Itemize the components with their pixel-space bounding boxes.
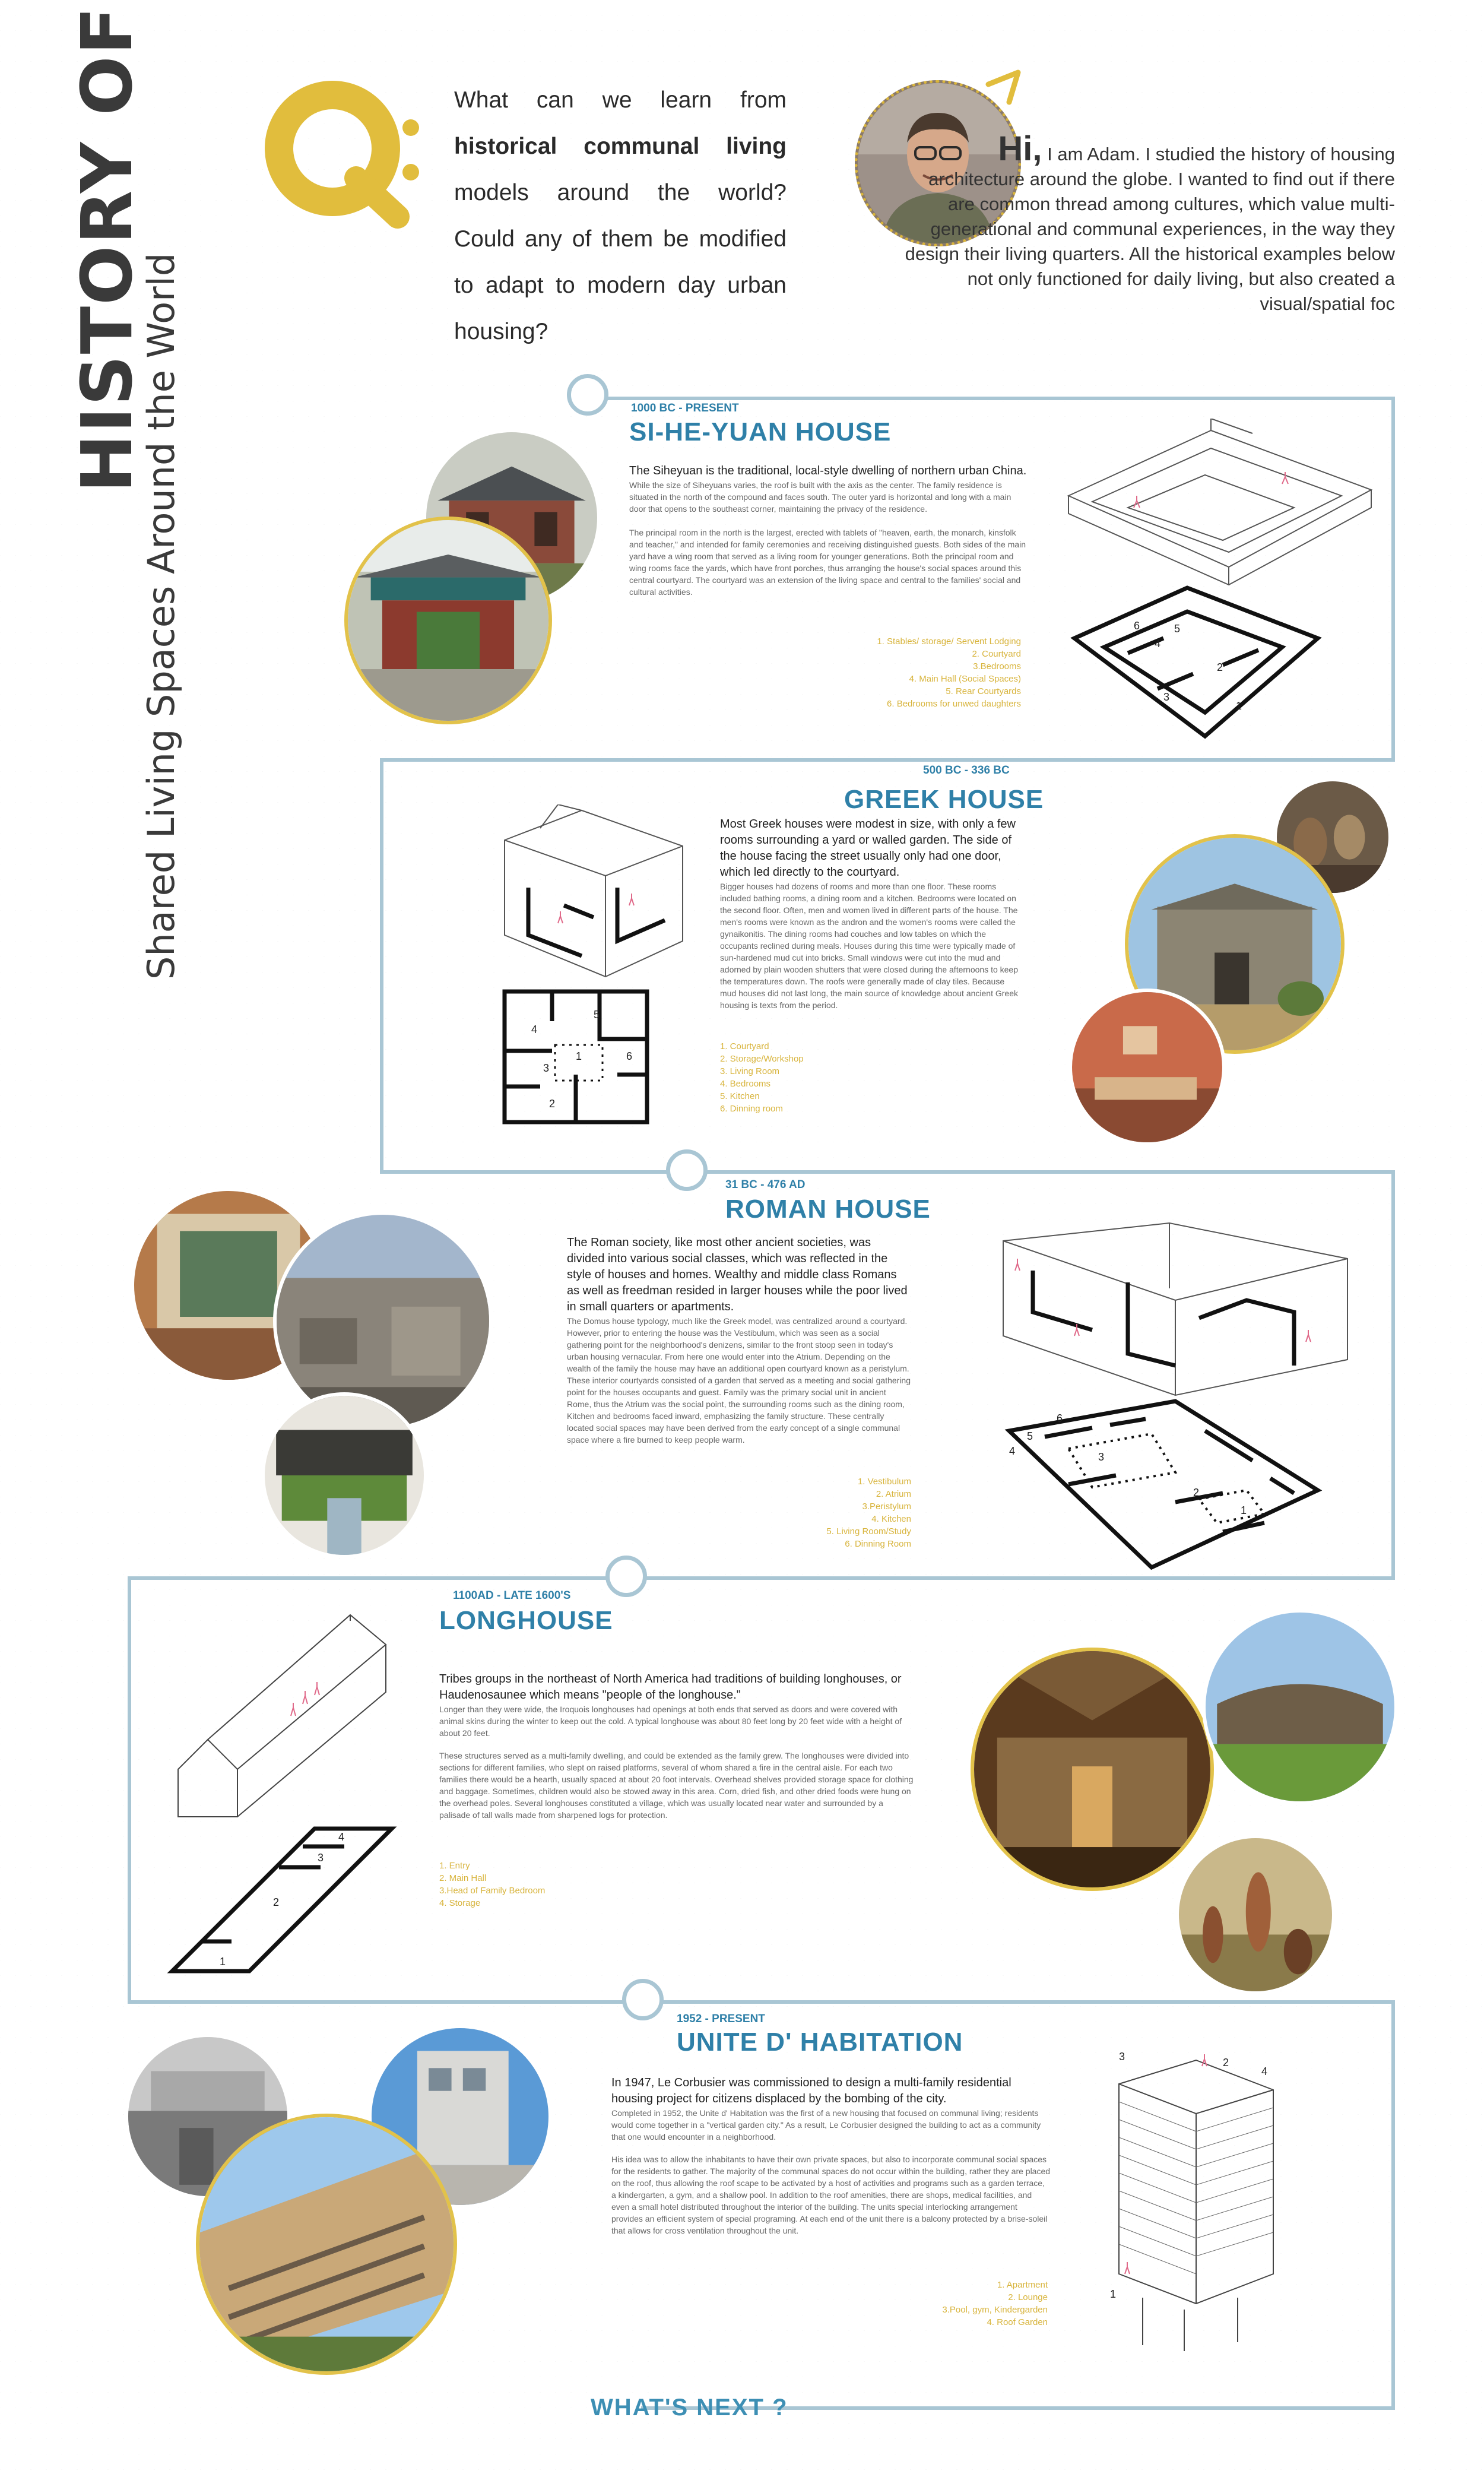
greek-axonometric-drawing (493, 804, 695, 983)
section-body: The Siheyuan is the traditional, local-style dwelling of northern urban China. While the size of Siheyuans varies, the roof is built with the axis as the center. The family residence is situated in the north of the compound and faces south. The outer yard is horizontal and long with a main door that opens to the southeast corner, maintaining the privacy of the residence. The principal room in the north is the largest, erected with tablets of "heaven, earth, the monarch, kinsfolk and teacher," and intended for family ceremonies and receiving distinguished guests. Both sides of the main yard have a wing room that served as a living room for younger generations. Both the principal room and wing rooms face the yards, which have front porches, thus arranging the house's social spaces around this central courtyard. The courtyard was an extension of the living space and central to the families' social and cultural activities. (629, 464, 1027, 597)
svg-text:2: 2 (1223, 2057, 1229, 2068)
q-letter-icon (261, 71, 421, 232)
section-title: ROMAN HOUSE (725, 1195, 931, 1224)
svg-text:2: 2 (273, 1896, 280, 1908)
svg-text:4: 4 (338, 1831, 345, 1843)
section-date: 500 BC - 336 BC (923, 764, 1010, 777)
roman-floor-plan (997, 1395, 1324, 1573)
greek-photo-3 (1068, 989, 1226, 1146)
page-title: HISTORY OF (66, 5, 148, 493)
svg-text:4: 4 (1009, 1445, 1016, 1457)
timeline-node-5 (622, 1979, 664, 2020)
svg-text:3: 3 (1119, 2051, 1125, 2063)
section-date: 1000 BC - PRESENT (631, 402, 739, 414)
question-text: What can we learn from historical communal living models around the world? Could any of them be modified to adapt to modern day urban housing? (454, 87, 787, 344)
svg-text:2: 2 (1217, 661, 1223, 673)
svg-text:1: 1 (576, 1050, 582, 1062)
svg-text:6: 6 (1134, 620, 1140, 632)
greek-floor-plan (499, 986, 653, 1128)
timeline-node-4 (605, 1556, 647, 1597)
section-body: Most Greek houses were modest in size, with only a few rooms surrounding a yard or walled garden. The side of the house facing the street usually only had one door, which led directly to the courtyard. Bigger houses had dozens of rooms and more than one floor. These rooms included bathing rooms, a dining room and a kitchen. Bedrooms were located on the second floor. Often, men and women lived in different parts of the house. The men's rooms were known as the andron and the women's rooms were called the gynaikonitis. The dining rooms had couches and low tables on which the occupants reclined during meals. Houses during this time were typically made of sun-hardened mud cut into bricks. Small windows were cut into the mud and adorned by plain wooden shutters that were closed during the afternoons to keep the temperatures down. The roofs were generally made of clay tiles. Because mud houses did not last long, the main source of knowledge about ancient Greek housing is texts from the period. (720, 818, 1018, 1010)
section-date: 31 BC - 476 AD (725, 1179, 806, 1191)
longhouse-photo-3 (1175, 1835, 1336, 1995)
section-legend: 1. Stables/ storage/ Servent Lodging 2. Courtyard 3.Bedrooms 4. Main Hall (Social Spaces) 5. Rear Courtyards 6. Bedrooms for unwed daughters (877, 636, 1021, 709)
svg-text:3: 3 (1098, 1451, 1105, 1463)
svg-text:1: 1 (220, 1956, 226, 1968)
timeline-node-3 (666, 1149, 708, 1191)
svg-text:1: 1 (1110, 2288, 1117, 2300)
longhouse-floor-plan (166, 1823, 404, 1977)
svg-text:4: 4 (1261, 2066, 1268, 2077)
section-title: SI-HE-YUAN HOUSE (629, 417, 892, 446)
section-body: Tribes groups in the northeast of North America had traditions of building longhouses, or Haudenosaunee which means "people of the longhouse." Longer than they were wide, the Iroquois longhouses had openings at both ends that served as doors and were covered with animal skins during the winter to keep out the cold. A typical longhouse was about 80 feet long by 20 feet wide with a height of about 20 feet. These structures served as a multi-family dwelling, and could be extended as the family grew. The longhouses were divided into sections for different families, who slept on raised platforms, several of whom shared a fire in the central aisle. For each two families there would be a hearth, usually spaced at about 20 foot intervals. Overhead shelves provided storage space for clothing and baggage. Sometimes, children would also be stowed away in this area. Corn, dried fish, and other dried foods were hung on the overhead poles. Several longhouses constituted a village, which was usually located near water and surrounded by a palisade of tall walls made from sharpened logs for protection. (439, 1672, 914, 1820)
svg-text:3: 3 (318, 1852, 324, 1864)
section-legend: 1. Entry 2. Main Hall 3.Head of Family Bedroom 4. Storage (439, 1861, 546, 1908)
svg-text:3: 3 (543, 1062, 550, 1074)
section-legend: 1. Apartment 2. Lounge 3.Pool, gym, Kindergarden 4. Roof Garden (942, 2280, 1048, 2327)
svg-text:1: 1 (1236, 700, 1242, 712)
longhouse-axonometric-drawing (172, 1609, 421, 1858)
svg-text:2: 2 (549, 1098, 556, 1110)
intro-text: Hi, I am Adam. I studied the history of housing architecture around the globe. I wanted to find out if there are common thread among cultures, which value multi-generational and communal experiences, in the way they design their living quarters. All the historical examples below not only functioned for daily living, but also created a visual/spatial foc (905, 129, 1395, 314)
svg-text:6: 6 (626, 1050, 633, 1062)
svg-text:4: 4 (531, 1024, 538, 1035)
svg-text:5: 5 (1027, 1430, 1033, 1442)
roman-axonometric-drawing (997, 1217, 1353, 1407)
timeline-connector-3a (677, 1170, 1395, 1177)
unite-photo-3 (196, 2114, 457, 2375)
section-legend: 1. Vestibulum 2. Atrium 3.Peristylum 4. Kitchen 5. Living Room/Study 6. Dinning Room (826, 1477, 911, 1549)
svg-text:5: 5 (594, 1009, 600, 1021)
section-body: The Roman society, like most other ancient societies, was divided into various social classes, which was reflected in the style of houses and homes. Wealthy and middle class Romans as well as freedman resided in larger houses while the poor lived in small quarters or apartments. The Domus house typology, much like the Greek model, was centralized around a courtyard. However, prior to entering the house was the Vestibulum, which was seen as a social gathering point for the neighborhood's denizens, similar to the front stoop seen in today's urban housing vernacular. From here one would enter into the Atrium. Depending on the wealth of the family the house may have an additional open courtyard known as a peristylum. These interior courtyards consisted of a garden that served as a meeting and social gathering point for the houses occupants and guest. Family was the primary social unit in ancient Rome, thus the Atrium was the social point, the surrounding rooms such as the dining room, Kitchen and bedrooms faced inward, emphasizing the family structure. These centrally located social spaces may have been derived from the early concept of a single communal space where a fire burned to keep people warm. (567, 1236, 911, 1445)
longhouse-photo-1 (971, 1648, 1214, 1891)
longhouse-photo-2 (1202, 1609, 1398, 1805)
svg-text:6: 6 (1057, 1412, 1063, 1424)
roman-photo-2 (273, 1211, 493, 1431)
unite-axonometric-drawing (1107, 2048, 1285, 2357)
svg-text:2: 2 (1193, 1487, 1200, 1499)
roman-photo-3 (261, 1392, 427, 1558)
siheyuan-photo-2 (344, 517, 552, 724)
svg-text:3: 3 (1163, 691, 1170, 703)
siheyuan-floor-plan (1068, 582, 1324, 742)
svg-text:4: 4 (1155, 638, 1161, 650)
section-date: 1952 - PRESENT (677, 2013, 765, 2025)
section-title: UNITE D' HABITATION (677, 2028, 963, 2057)
timeline-node-1 (567, 374, 608, 416)
check-mark-icon (982, 66, 1030, 108)
section-legend: 1. Courtyard 2. Storage/Workshop 3. Living Room 4. Bedrooms 5. Kitchen 6. Dinning room (720, 1041, 804, 1114)
section-body: In 1947, Le Corbusier was commissioned to design a multi-family residential housing project for citizens displaced by the bombing of the city. Completed in 1952, the Unite d' Habitation was the first of a new housing that focused on communal living; residents would come together in a "vertical garden city." As a result, Le Corbusier designed the building to act as a community that one would encounter in a neighborhood. His idea was to allow the inhabitants to have their own private spaces, but also to incorporate communal social spaces for the residents to gather. The majority of the communal spaces do not occur within the building, rather they are placed on the roof, thus allowing the roof scape to be activated by a host of activities and programs such as a garden terrace, a kindergarten, a gym, and a shallow pool. In addition to the roof amenities, there are shops, medical facilities, and even a small hotel distributed throughout the interior of the building. The units special interlocking arrangement provides an efficient system of special programing. At each end of the unit there is a balcony protected by a brise-soleil that allows for cross ventilation throughout the unit. (611, 2076, 1051, 2235)
section-title: LONGHOUSE (439, 1606, 613, 1635)
section-date: 1100AD - LATE 1600'S (453, 1589, 571, 1602)
svg-text:5: 5 (1174, 623, 1181, 635)
svg-text:1: 1 (1241, 1504, 1247, 1516)
page-subtitle: Shared Living Spaces Around the World (139, 252, 183, 980)
whats-next-heading: WHAT'S NEXT ? (591, 2394, 788, 2421)
siheyuan-axonometric-drawing (1057, 419, 1383, 591)
section-title: GREEK HOUSE (844, 785, 1044, 814)
